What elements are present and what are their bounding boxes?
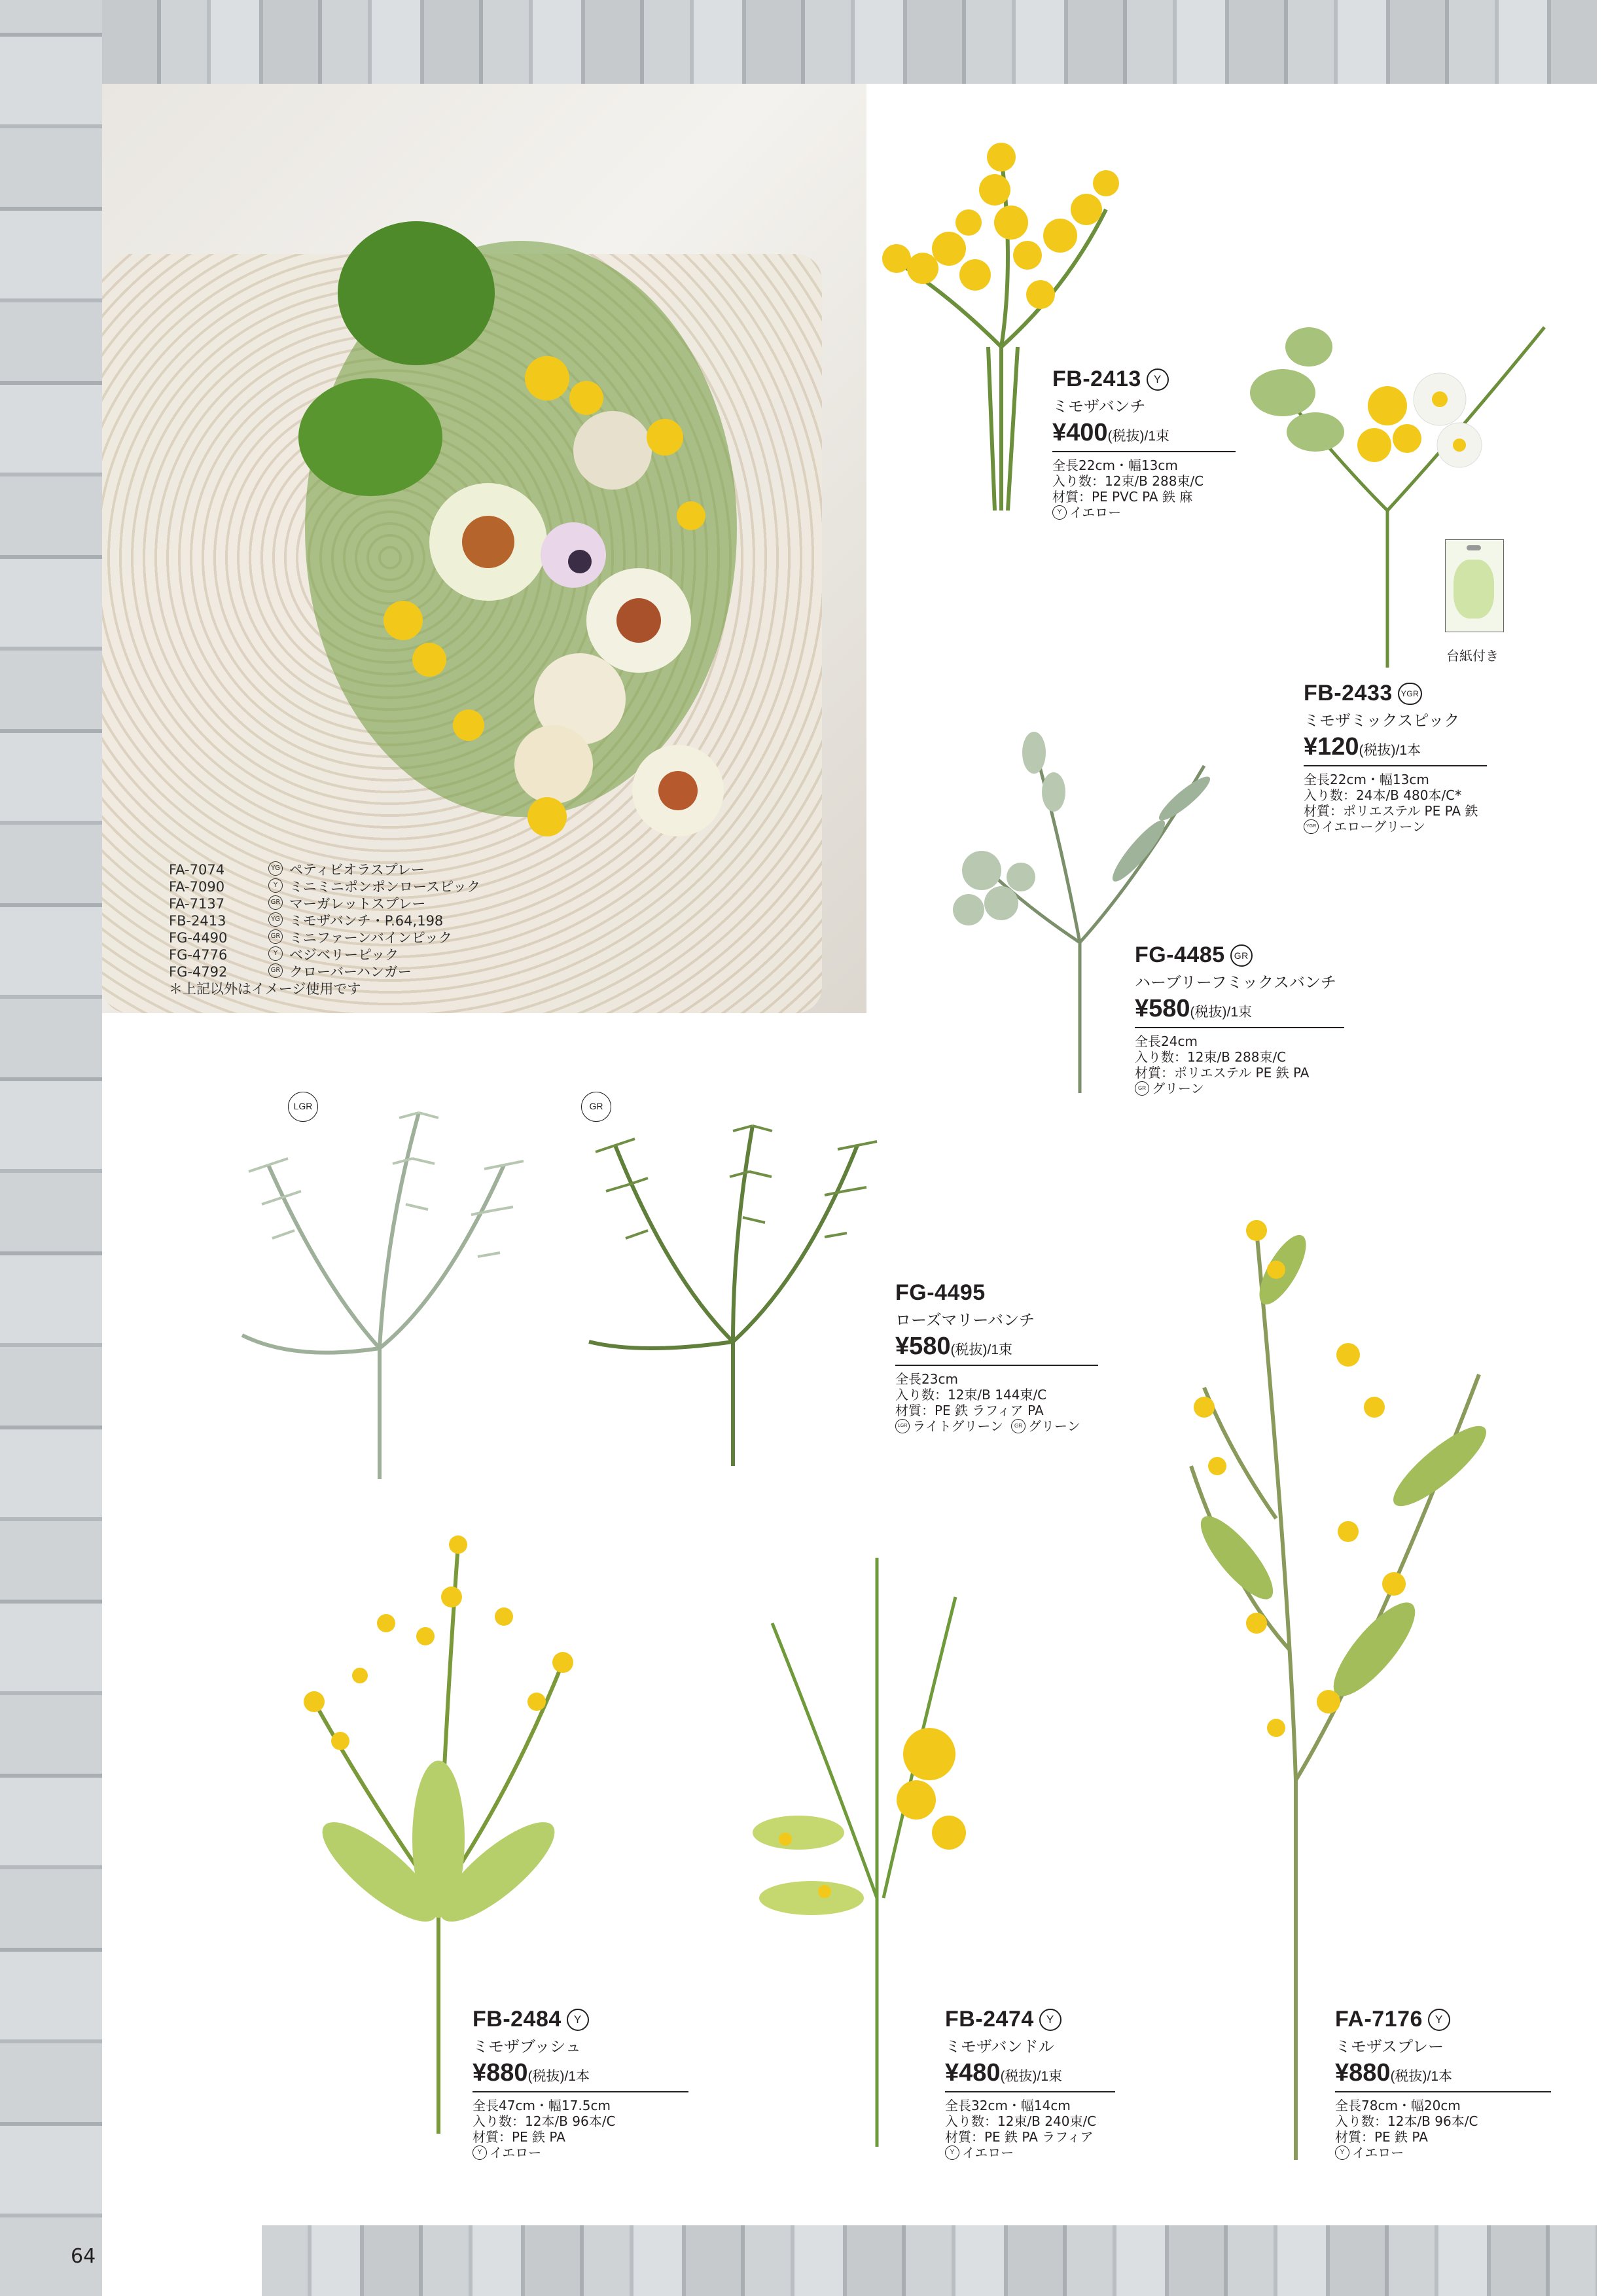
product-name: ミモザバンドル [945,2037,1054,2056]
color-badge: YGR [1398,683,1423,705]
wood-border-bottom [262,2225,1597,2296]
caption-row: FG-4490 GR ミニファーンバインピック [169,930,452,946]
backing-card-image [1445,539,1504,632]
rosemary-lgr-image [229,1100,537,1492]
product-price: ¥120(税抜)/1本 [1304,733,1487,766]
product-name: ローズマリーバンチ [895,1311,1035,1329]
product-name: ミモザバンチ [1052,397,1146,416]
product-name: ハーブリーフミックスバンチ [1135,973,1336,992]
product-price: ¥880(税抜)/1本 [1335,2059,1551,2092]
product-code: FB-2484 Y [473,2007,688,2032]
product-spec: 全長32cm・幅14cm 入り数：12束/B 240束/C 材質：PE 鉄 PA ラフィア [945,2098,1097,2145]
color-badge: Y [1147,368,1169,391]
product-name: ミモザブッシュ [473,2037,581,2056]
product-color: YGR イエローグリーン [1304,819,1487,834]
product-code: FA-7176 Y [1335,2007,1551,2032]
product-color: Y イエロー [1335,2145,1551,2161]
page-number: 64 [71,2245,96,2268]
product-color: GR グリーン [1135,1081,1344,1096]
product-color: Y イエロー [945,2145,1115,2161]
color-badge: GR [1230,944,1253,967]
product-fg4485 [1135,942,1344,1096]
color-label-lgr: LGR [288,1092,318,1122]
product-price: ¥880(税抜)/1本 [473,2059,688,2092]
wood-border-top [0,0,1597,84]
color-label-gr: GR [581,1092,611,1122]
product-spec: 全長23cm 入り数：12束/B 144束/C 材質：PE 鉄 ラフィア PA [895,1371,1047,1418]
backing-card-label: 台紙付き [1446,648,1499,664]
product-price: ¥580(税抜)/1束 [1135,995,1344,1028]
caption-row: FG-4792 GR クローバーハンガー [169,964,412,980]
product-code: FB-2413 Y [1052,367,1236,392]
product-spec: 全長47cm・幅17.5cm 入り数：12本/B 96本/C 材質：PE 鉄 PA [473,2098,616,2145]
color-badge: Y [1039,2009,1061,2031]
rosemary-gr-image [576,1106,883,1473]
product-color: Y イエロー [473,2145,688,2161]
product-code: FB-2433 YGR [1304,681,1487,706]
caption-note: ＊上記以外はイメージ使用です [169,981,361,997]
product-code: FG-4495 [895,1280,986,1305]
lifestyle-photo [102,84,866,1013]
fb2433-image [1243,301,1584,668]
product-color: Y イエロー [1052,505,1236,520]
product-spec: 全長78cm・幅20cm 入り数：12本/B 96本/C 材質：PE 鉄 PA [1335,2098,1478,2145]
caption-row: FA-7074 YG ペティビオラスプレー [169,862,425,878]
product-name: ミモザミックスピック [1304,711,1460,730]
caption-row: FA-7137 GR マーガレットスプレー [169,896,426,912]
product-spec: 全長24cm 入り数：12束/B 288束/C 材質：ポリエステル PE 鉄 PA [1135,1033,1310,1081]
product-spec: 全長22cm・幅13cm 入り数：24本/B 480本/C* 材質：ポリエステル PE PA 鉄 [1304,772,1478,819]
color-badge: Y [567,2009,589,2031]
product-fb2484 [473,2007,688,2161]
caption-row: FB-2413 YG ミモザバンチ・P.64,198 [169,913,444,929]
color-badge: Y [1428,2009,1450,2031]
product-code: FB-2474 Y [945,2007,1115,2032]
product-price: ¥580(税抜)/1束 [895,1333,1098,1366]
product-fb2474 [945,2007,1115,2161]
caption-row: FG-4776 Y ベジベリーピック [169,947,399,963]
caption-row: FA-7090 Y ミニミニポンポンロースピック [169,879,481,895]
product-price: ¥400(税抜)/1束 [1052,419,1236,452]
product-spec: 全長22cm・幅13cm 入り数：12束/B 288束/C 材質：PE PVC PA 鉄 麻 [1052,457,1204,505]
photo-caption [169,861,480,997]
product-fb2413 [1052,367,1236,520]
wood-border-left [0,0,102,2296]
product-fb2433 [1304,681,1487,834]
product-price: ¥480(税抜)/1束 [945,2059,1115,2092]
product-code: FG-4485 GR [1135,942,1344,968]
product-color: LGR ライトグリーン GR グリーン [895,1418,1098,1434]
bouquet-image [272,162,770,882]
product-fg4495 [895,1280,1098,1434]
product-name: ミモザスプレー [1335,2037,1444,2056]
product-fa7176 [1335,2007,1551,2161]
